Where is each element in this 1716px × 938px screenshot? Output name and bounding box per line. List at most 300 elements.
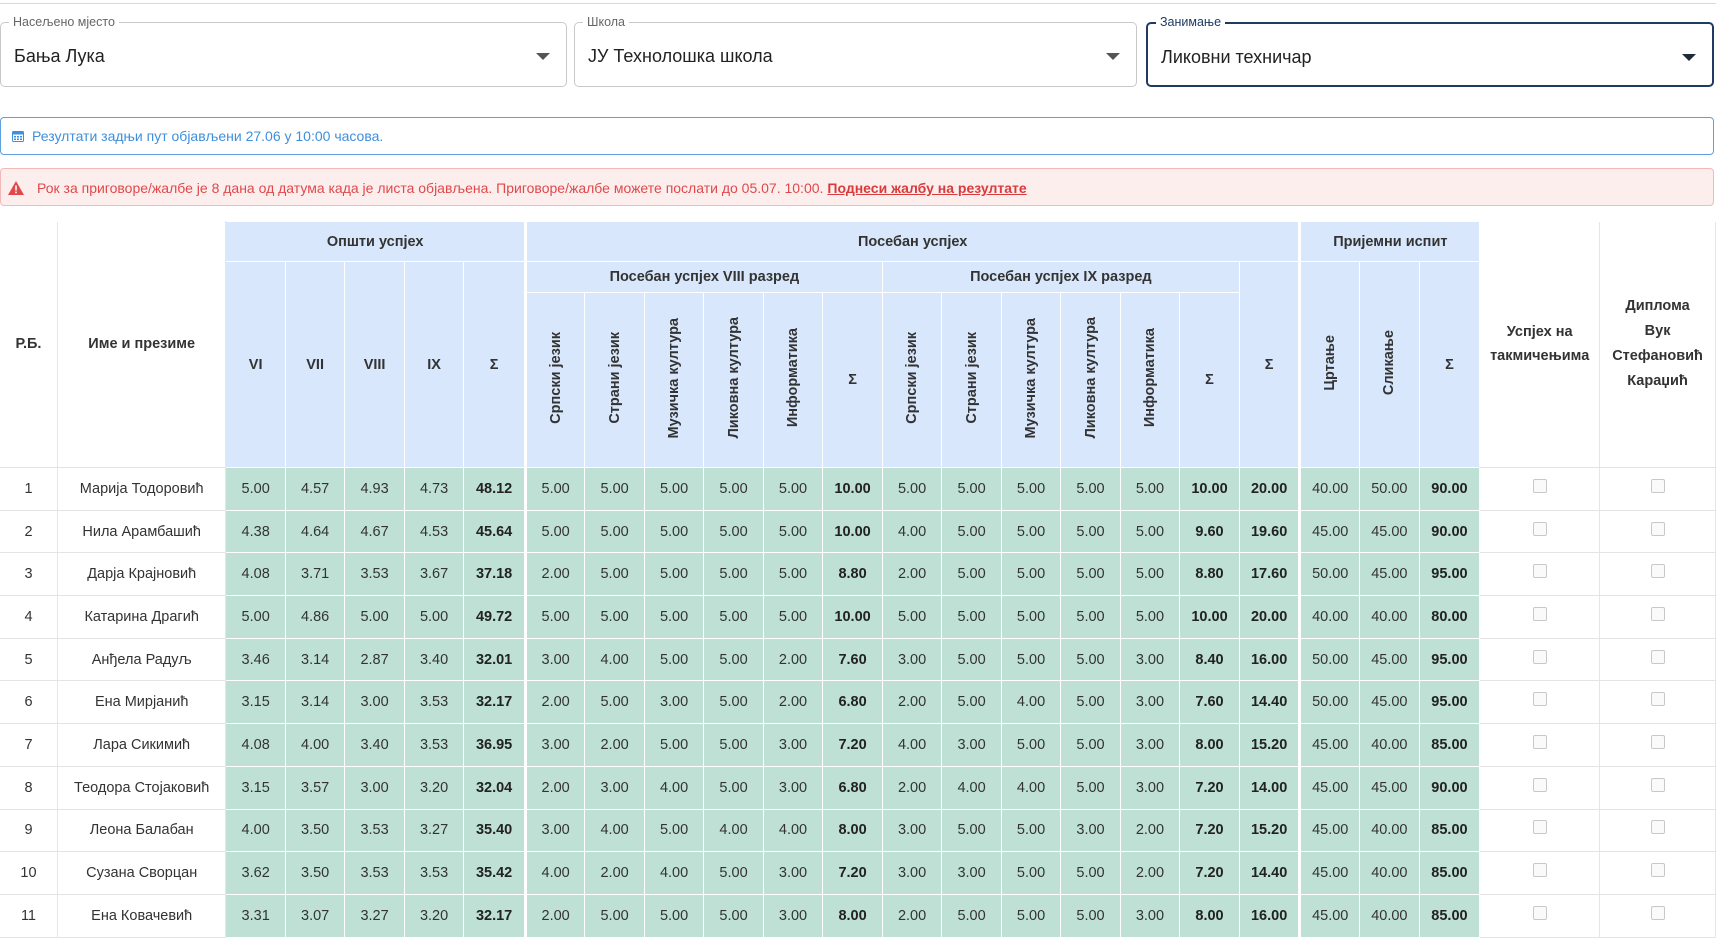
competition-checkbox-cell [1480, 894, 1600, 937]
special-ix-grade: 5.00 [1001, 553, 1060, 596]
general-grade: 5.00 [345, 596, 404, 639]
table-row [0, 766, 1716, 809]
header-special-viii: Посебан успјех VIII разред [525, 262, 882, 293]
special-viii-grade: 4.00 [704, 809, 763, 852]
special-viii-grade: 3.00 [763, 766, 822, 809]
diploma-checkbox-cell [1600, 638, 1716, 681]
warning-text: Рок за приговоре/жалбе је 8 дана од датума када је листа објављена. Приговоре/жалбе можете послати до 05.07. 10:00. [37, 180, 824, 196]
general-grade: 4.57 [285, 468, 344, 511]
general-grade: 3.53 [345, 809, 404, 852]
special-viii-grade: 5.00 [704, 681, 763, 724]
calendar-icon [12, 130, 24, 142]
row-number: 8 [0, 766, 57, 809]
row-number: 4 [0, 596, 57, 639]
general-grade: 4.38 [226, 510, 285, 553]
special-ix-grade: 4.00 [942, 766, 1001, 809]
info-text: Резултати задњи пут објављени 27.06 у 10:00 часова. [32, 128, 384, 144]
special-ix-sum: 10.00 [1180, 596, 1240, 639]
results-table [0, 221, 1716, 938]
entrance-score: 40.00 [1360, 894, 1420, 937]
general-grade: 4.67 [345, 510, 404, 553]
general-grade: 3.62 [226, 852, 285, 895]
special-viii-sum: 7.20 [823, 724, 883, 767]
general-sum: 37.18 [464, 553, 526, 596]
header-painting-label: Сликање [1381, 329, 1398, 396]
general-grade: 4.73 [404, 468, 463, 511]
special-viii-grade: 5.00 [644, 894, 703, 937]
row-number: 1 [0, 468, 57, 511]
top-divider [0, 0, 1716, 4]
school-label: Школа [583, 15, 629, 29]
special-ix-grade: 5.00 [1001, 510, 1060, 553]
special-viii-grade: 3.00 [644, 681, 703, 724]
entrance-score: 45.00 [1360, 553, 1420, 596]
special-ix-grade: 5.00 [1061, 724, 1120, 767]
special-viii-grade: 5.00 [763, 468, 822, 511]
special-ix-grade: 2.00 [1120, 809, 1179, 852]
table-row [0, 596, 1716, 639]
special-ix-grade: 5.00 [1061, 681, 1120, 724]
row-number: 3 [0, 553, 57, 596]
entrance-score: 40.00 [1300, 468, 1360, 511]
header-s8-music [644, 293, 703, 468]
special-ix-grade: 3.00 [882, 809, 941, 852]
header-s8-music-label: Музичка култура [666, 317, 683, 439]
special-viii-sum: 7.20 [823, 852, 883, 895]
row-number: 6 [0, 681, 57, 724]
special-viii-grade: 2.00 [763, 638, 822, 681]
general-grade: 3.20 [404, 766, 463, 809]
header-rb: Р.Б. [0, 222, 57, 468]
general-grade: 4.53 [404, 510, 463, 553]
special-viii-grade: 5.00 [644, 596, 703, 639]
diploma-checkbox[interactable] [1651, 820, 1665, 834]
general-sum: 32.17 [464, 894, 526, 937]
competition-checkbox-cell [1480, 638, 1600, 681]
special-ix-sum: 7.20 [1180, 766, 1240, 809]
submit-complaint-link[interactable]: Поднеси жалбу на резултате [827, 180, 1027, 196]
school-select[interactable] [574, 15, 1137, 87]
row-number: 10 [0, 852, 57, 895]
special-viii-grade: 5.00 [585, 596, 644, 639]
header-painting [1360, 262, 1420, 468]
diploma-checkbox-cell [1600, 553, 1716, 596]
header-general-vi: VI [226, 262, 285, 468]
chevron-down-icon[interactable] [1682, 54, 1696, 61]
special-ix-grade: 5.00 [1001, 596, 1060, 639]
special-ix-grade: 5.00 [1001, 809, 1060, 852]
header-drawing-label: Цртање [1322, 334, 1339, 391]
row-number: 5 [0, 638, 57, 681]
special-total: 17.60 [1239, 553, 1300, 596]
header-s9-art-label: Ликовна култура [1082, 317, 1099, 439]
header-entrance: Пријемни испит [1300, 222, 1480, 262]
diploma-checkbox-cell [1600, 681, 1716, 724]
general-grade: 3.57 [285, 766, 344, 809]
header-s8-foreign [585, 293, 644, 468]
entrance-score: 45.00 [1360, 766, 1420, 809]
entrance-sum: 95.00 [1419, 638, 1480, 681]
special-viii-grade: 3.00 [763, 852, 822, 895]
competition-checkbox[interactable] [1533, 479, 1547, 493]
header-s8-it-label: Информатика [785, 328, 802, 428]
general-grade: 3.00 [345, 681, 404, 724]
entrance-score: 40.00 [1360, 596, 1420, 639]
special-ix-grade: 4.00 [1001, 766, 1060, 809]
competition-checkbox[interactable] [1533, 692, 1547, 706]
general-grade: 5.00 [226, 596, 285, 639]
special-viii-grade: 2.00 [525, 553, 584, 596]
general-sum: 32.01 [464, 638, 526, 681]
special-viii-grade: 3.00 [763, 894, 822, 937]
diploma-checkbox[interactable] [1651, 650, 1665, 664]
table-row [0, 681, 1716, 724]
special-ix-grade: 5.00 [1061, 596, 1120, 639]
special-total: 14.40 [1239, 681, 1300, 724]
special-viii-grade: 5.00 [525, 596, 584, 639]
special-viii-grade: 5.00 [585, 894, 644, 937]
special-ix-grade: 5.00 [942, 638, 1001, 681]
special-ix-sum: 8.40 [1180, 638, 1240, 681]
special-viii-grade: 5.00 [585, 681, 644, 724]
special-ix-grade: 3.00 [1120, 681, 1179, 724]
special-viii-sum: 8.80 [823, 553, 883, 596]
general-grade: 3.14 [285, 638, 344, 681]
special-viii-grade: 5.00 [585, 553, 644, 596]
header-drawing [1300, 262, 1360, 468]
special-viii-grade: 5.00 [704, 724, 763, 767]
student-name: Теодора Стојаковић [57, 766, 225, 809]
special-ix-sum: 7.20 [1180, 809, 1240, 852]
competition-checkbox[interactable] [1533, 735, 1547, 749]
special-viii-grade: 5.00 [644, 553, 703, 596]
general-grade: 3.15 [226, 766, 285, 809]
special-viii-sum: 7.60 [823, 638, 883, 681]
table-row [0, 638, 1716, 681]
entrance-score: 50.00 [1300, 553, 1360, 596]
competition-checkbox[interactable] [1533, 522, 1547, 536]
competition-checkbox[interactable] [1533, 778, 1547, 792]
table-row [0, 894, 1716, 937]
special-viii-grade: 3.00 [763, 724, 822, 767]
special-viii-grade: 2.00 [525, 681, 584, 724]
entrance-score: 50.00 [1300, 681, 1360, 724]
student-name: Катарина Драгић [57, 596, 225, 639]
special-ix-grade: 5.00 [1001, 468, 1060, 511]
entrance-score: 45.00 [1300, 852, 1360, 895]
special-viii-grade: 5.00 [704, 596, 763, 639]
entrance-score: 45.00 [1360, 681, 1420, 724]
competition-checkbox-cell [1480, 553, 1600, 596]
entrance-sum: 95.00 [1419, 681, 1480, 724]
header-competition: Успјех на такмичењима [1480, 222, 1600, 468]
diploma-checkbox-cell [1600, 809, 1716, 852]
entrance-score: 40.00 [1360, 809, 1420, 852]
diploma-checkbox[interactable] [1651, 479, 1665, 493]
student-name: Сузана Сворцан [57, 852, 225, 895]
general-grade: 3.53 [345, 553, 404, 596]
header-s9-foreign-label: Страни језик [963, 332, 980, 424]
entrance-score: 50.00 [1300, 638, 1360, 681]
header-s8-foreign-label: Страни језик [606, 332, 623, 424]
competition-checkbox-cell [1480, 766, 1600, 809]
general-grade: 3.50 [285, 852, 344, 895]
diploma-checkbox[interactable] [1651, 692, 1665, 706]
competition-checkbox[interactable] [1533, 564, 1547, 578]
student-name: Лара Сикимић [57, 724, 225, 767]
special-ix-sum: 8.00 [1180, 724, 1240, 767]
entrance-score: 45.00 [1300, 894, 1360, 937]
header-s9-serbian [882, 293, 941, 468]
student-name: Ена Ковачевић [57, 894, 225, 937]
chevron-down-icon[interactable] [536, 53, 550, 60]
row-number: 9 [0, 809, 57, 852]
general-sum: 36.95 [464, 724, 526, 767]
special-ix-grade: 2.00 [882, 894, 941, 937]
header-name: Име и презиме [57, 222, 225, 468]
competition-checkbox-cell [1480, 596, 1600, 639]
header-s8-sum: Σ [823, 293, 883, 468]
competition-checkbox-cell [1480, 681, 1600, 724]
special-ix-grade: 3.00 [1120, 766, 1179, 809]
special-ix-grade: 5.00 [1061, 468, 1120, 511]
student-name: Ена Мирјанић [57, 681, 225, 724]
special-ix-grade: 5.00 [1061, 638, 1120, 681]
header-s9-it [1120, 293, 1179, 468]
header-special-total: Σ [1239, 262, 1300, 468]
competition-checkbox[interactable] [1533, 820, 1547, 834]
special-ix-grade: 5.00 [942, 809, 1001, 852]
special-ix-grade: 5.00 [942, 681, 1001, 724]
special-ix-grade: 5.00 [1120, 510, 1179, 553]
general-grade: 3.31 [226, 894, 285, 937]
header-general-ix: IX [404, 262, 463, 468]
special-total: 16.00 [1239, 638, 1300, 681]
entrance-sum: 90.00 [1419, 766, 1480, 809]
entrance-sum: 90.00 [1419, 510, 1480, 553]
student-name: Леона Балабан [57, 809, 225, 852]
table-row [0, 724, 1716, 767]
table-row [0, 809, 1716, 852]
special-ix-grade: 4.00 [882, 510, 941, 553]
special-viii-grade: 5.00 [525, 510, 584, 553]
entrance-score: 45.00 [1300, 724, 1360, 767]
special-viii-grade: 2.00 [585, 852, 644, 895]
header-s9-serbian-label: Српски језик [904, 332, 921, 424]
school-value: ЈУ Технолошка школа [588, 46, 773, 66]
entrance-score: 45.00 [1300, 510, 1360, 553]
settlement-label: Насељено мјесто [9, 15, 119, 29]
general-grade: 3.40 [404, 638, 463, 681]
special-total: 15.20 [1239, 724, 1300, 767]
general-grade: 4.93 [345, 468, 404, 511]
diploma-checkbox-cell [1600, 894, 1716, 937]
special-viii-grade: 5.00 [644, 809, 703, 852]
header-s8-art-label: Ликовна култура [725, 317, 742, 439]
special-viii-sum: 6.80 [823, 681, 883, 724]
special-viii-grade: 3.00 [525, 638, 584, 681]
special-viii-grade: 5.00 [763, 596, 822, 639]
header-s9-it-label: Информатика [1141, 328, 1158, 428]
special-ix-grade: 3.00 [1120, 724, 1179, 767]
table-row [0, 852, 1716, 895]
special-viii-grade: 5.00 [704, 553, 763, 596]
special-viii-sum: 10.00 [823, 596, 883, 639]
entrance-sum: 80.00 [1419, 596, 1480, 639]
competition-checkbox[interactable] [1533, 607, 1547, 621]
general-grade: 3.07 [285, 894, 344, 937]
general-grade: 5.00 [404, 596, 463, 639]
special-ix-grade: 2.00 [882, 681, 941, 724]
header-entrance-sum: Σ [1419, 262, 1480, 468]
table-row [0, 553, 1716, 596]
special-viii-sum: 10.00 [823, 510, 883, 553]
entrance-score: 50.00 [1360, 468, 1420, 511]
diploma-checkbox[interactable] [1651, 863, 1665, 877]
entrance-score: 40.00 [1360, 724, 1420, 767]
special-ix-grade: 3.00 [1061, 809, 1120, 852]
general-grade: 4.00 [285, 724, 344, 767]
student-name: Нила Арамбашић [57, 510, 225, 553]
general-grade: 4.86 [285, 596, 344, 639]
special-ix-sum: 10.00 [1180, 468, 1240, 511]
student-name: Дарја Крајновић [57, 553, 225, 596]
special-viii-sum: 8.00 [823, 894, 883, 937]
diploma-checkbox-cell [1600, 852, 1716, 895]
diploma-checkbox-cell [1600, 596, 1716, 639]
general-sum: 35.40 [464, 809, 526, 852]
special-total: 14.40 [1239, 852, 1300, 895]
special-viii-grade: 5.00 [644, 510, 703, 553]
occupation-value: Ликовни техничар [1161, 47, 1312, 67]
entrance-sum: 95.00 [1419, 553, 1480, 596]
header-general: Општи успјех [226, 222, 525, 262]
competition-checkbox-cell [1480, 852, 1600, 895]
competition-checkbox-cell [1480, 809, 1600, 852]
special-ix-grade: 5.00 [942, 553, 1001, 596]
header-general-sum: Σ [464, 262, 526, 468]
special-viii-grade: 4.00 [644, 766, 703, 809]
general-grade: 3.15 [226, 681, 285, 724]
special-ix-sum: 7.60 [1180, 681, 1240, 724]
diploma-checkbox-cell [1600, 510, 1716, 553]
special-ix-grade: 2.00 [882, 553, 941, 596]
special-ix-grade: 3.00 [942, 724, 1001, 767]
general-grade: 4.00 [226, 809, 285, 852]
header-s8-serbian-label: Српски језик [547, 332, 564, 424]
special-ix-grade: 2.00 [1120, 852, 1179, 895]
chevron-down-icon[interactable] [1106, 53, 1120, 60]
general-grade: 4.64 [285, 510, 344, 553]
special-viii-sum: 6.80 [823, 766, 883, 809]
general-grade: 4.08 [226, 724, 285, 767]
general-grade: 3.71 [285, 553, 344, 596]
special-viii-grade: 4.00 [644, 852, 703, 895]
general-grade: 3.40 [345, 724, 404, 767]
diploma-checkbox-cell [1600, 766, 1716, 809]
general-grade: 3.53 [345, 852, 404, 895]
special-total: 20.00 [1239, 468, 1300, 511]
general-grade: 3.50 [285, 809, 344, 852]
special-ix-grade: 4.00 [1001, 681, 1060, 724]
diploma-checkbox[interactable] [1651, 778, 1665, 792]
general-grade: 3.53 [404, 852, 463, 895]
header-s9-music [1001, 293, 1060, 468]
header-s8-art [704, 293, 763, 468]
special-viii-grade: 5.00 [585, 468, 644, 511]
header-s8-serbian [525, 293, 584, 468]
general-sum: 45.64 [464, 510, 526, 553]
diploma-checkbox[interactable] [1651, 522, 1665, 536]
special-ix-grade: 5.00 [1001, 894, 1060, 937]
competition-checkbox[interactable] [1533, 863, 1547, 877]
diploma-checkbox-cell [1600, 724, 1716, 767]
warning-text-wrap [37, 180, 1027, 196]
entrance-score: 45.00 [1360, 638, 1420, 681]
special-ix-grade: 3.00 [1120, 894, 1179, 937]
header-s8-it [763, 293, 822, 468]
special-total: 16.00 [1239, 894, 1300, 937]
special-viii-grade: 5.00 [763, 553, 822, 596]
special-ix-grade: 2.00 [882, 766, 941, 809]
special-viii-grade: 2.00 [525, 894, 584, 937]
competition-checkbox[interactable] [1533, 906, 1547, 920]
student-name: Марија Тодоровић [57, 468, 225, 511]
diploma-checkbox[interactable] [1651, 564, 1665, 578]
entrance-score: 40.00 [1300, 596, 1360, 639]
general-sum: 32.04 [464, 766, 526, 809]
diploma-checkbox[interactable] [1651, 607, 1665, 621]
special-ix-grade: 3.00 [942, 852, 1001, 895]
occupation-select[interactable] [1146, 15, 1714, 87]
header-diploma: Диплома Вук Стефановић Караџић [1600, 222, 1716, 468]
special-ix-sum: 9.60 [1180, 510, 1240, 553]
competition-checkbox-cell [1480, 510, 1600, 553]
special-ix-grade: 5.00 [882, 468, 941, 511]
special-total: 14.00 [1239, 766, 1300, 809]
special-ix-grade: 5.00 [1061, 553, 1120, 596]
special-viii-grade: 5.00 [644, 468, 703, 511]
special-viii-grade: 5.00 [644, 638, 703, 681]
special-ix-sum: 8.00 [1180, 894, 1240, 937]
header-s9-music-label: Музичка култура [1023, 317, 1040, 439]
diploma-checkbox[interactable] [1651, 906, 1665, 920]
general-grade: 3.46 [226, 638, 285, 681]
entrance-score: 45.00 [1300, 809, 1360, 852]
special-viii-grade: 5.00 [704, 510, 763, 553]
diploma-checkbox[interactable] [1651, 735, 1665, 749]
general-sum: 35.42 [464, 852, 526, 895]
row-number: 7 [0, 724, 57, 767]
general-grade: 3.14 [285, 681, 344, 724]
competition-checkbox[interactable] [1533, 650, 1547, 664]
special-viii-grade: 2.00 [525, 766, 584, 809]
special-total: 15.20 [1239, 809, 1300, 852]
general-sum: 48.12 [464, 468, 526, 511]
settlement-select[interactable] [0, 15, 567, 87]
special-viii-grade: 2.00 [585, 724, 644, 767]
special-viii-grade: 3.00 [525, 724, 584, 767]
special-viii-grade: 5.00 [585, 510, 644, 553]
special-viii-grade: 4.00 [585, 638, 644, 681]
general-grade: 3.67 [404, 553, 463, 596]
entrance-sum: 85.00 [1419, 809, 1480, 852]
special-total: 19.60 [1239, 510, 1300, 553]
special-ix-grade: 5.00 [1001, 638, 1060, 681]
special-viii-grade: 2.00 [763, 681, 822, 724]
special-ix-grade: 3.00 [882, 638, 941, 681]
special-ix-grade: 5.00 [942, 894, 1001, 937]
